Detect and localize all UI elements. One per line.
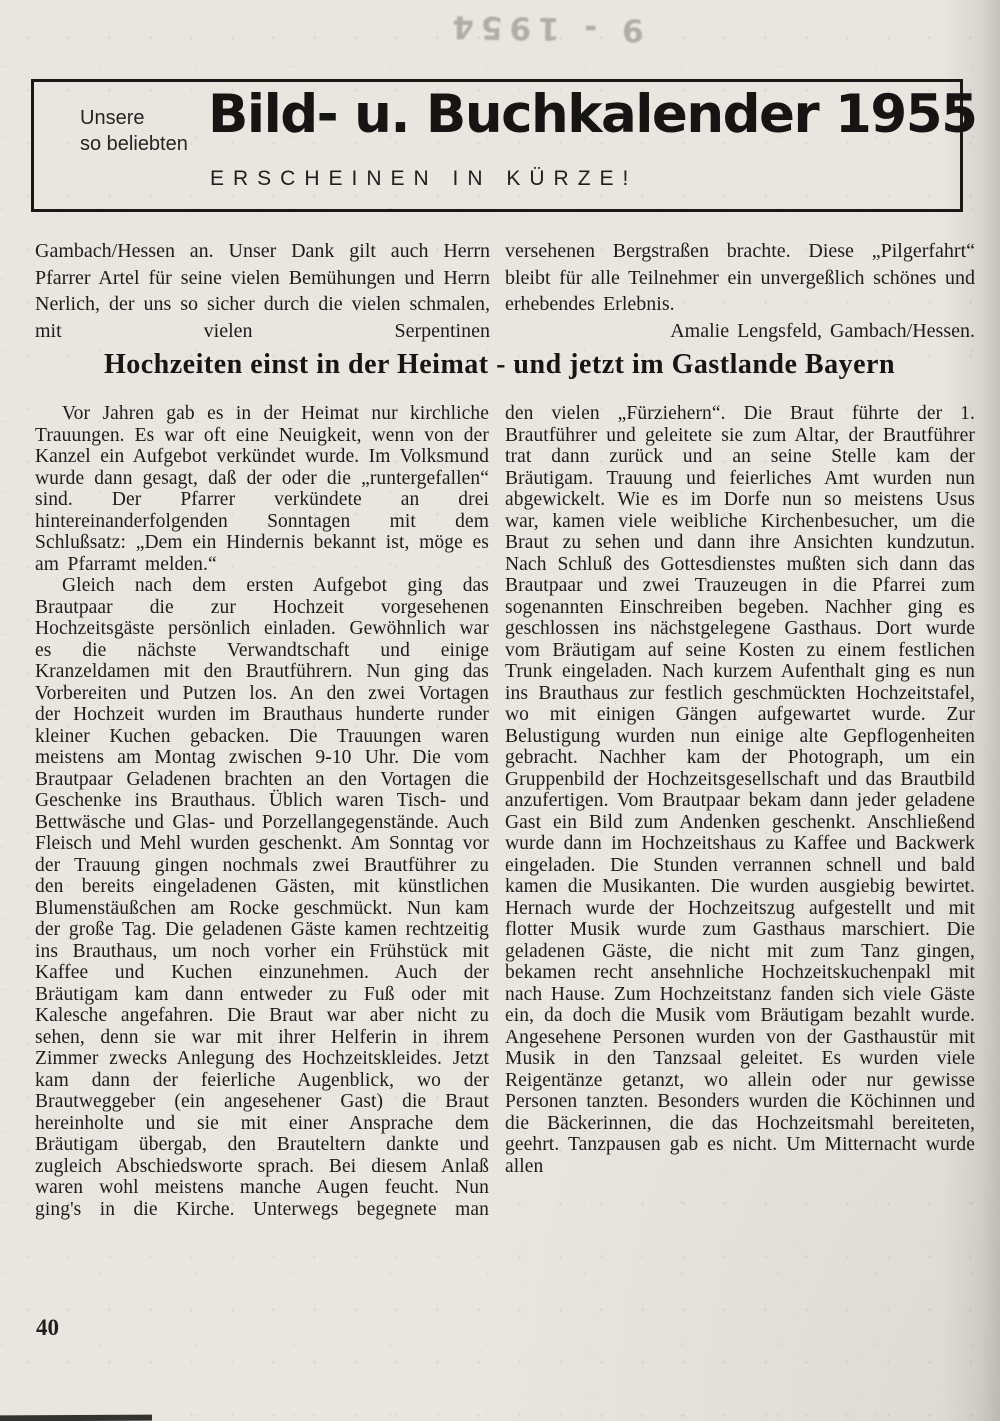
article-paragraph: Gleich nach dem ersten Aufgebot ging das Brautpaar die zur Hochzeit vorgesehenen Hochzeitsgäste persönlich einladen. Gewöhnlich war es die nächste Verwandtschaft und einige Kranzeldamen mit den Brautführern. Nun ging das Vorbereiten und Putzen los. An den zwei Vortagen der Hochzeit wurden im Brauthaus hunderte runder kleiner Kuchen gebacken. Die Trauungen waren meistens am Montag zwischen 9-10 Uhr. Die vom Brautpaar Geladenen brachten an den Vortagen die Geschenke ins Brauthaus. Üblich waren Tisch- und Bettwäsche und Glas- und Porzellangegenstände. Auch Fleisch und Mehl wurden geschenkt. Am Sonntag vor der Trauung gingen nochmals zwei Brautführer zu den bereits eingeladenen Gästen, mit künstlichen Blumenstäußchen am Rocke geschmückt. Nun kam der große Tag. Die geladenen Gäste kamen rechtzeitig ins Brauthaus, um noch vorher ein Frühstück mit Kaffee und Kuchen einzunehmen. Auch der Bräutigam kam dann entweder zu Fuß oder mit Kalesche angefahren. Die Braut war aber nicht zu sehen, denn sie war mit ihrer Helferin in ihrem Zimmer zwecks Anlegung des Hochzeitskleides. Jetzt kam dann der feierliche Augenblick, wo der Brautweggeber (ein angesehener Gast) die Braut hereinholte und sie mit einer Ansprache dem Bräutigam übergab, den Brauteltern dankte und zugleich Abschiedsworte sprach. Bei diesem Anlaß waren wohl meistens manche Augen feucht. Nun ging's in die Kirche. Unterwegs begegnete man bbox=[35, 575, 489, 1220]
banner-subtitle: ERSCHEINEN IN KÜRZE! bbox=[210, 167, 638, 190]
intro-left-paragraph: Gambach/Hessen an. Unser Dank gilt auch Herrn Pfarrer Artel für seine vielen Bemühungen und Herrn Nerlich, der uns so sicher durch die vielen schmalen, mit vielen Serpentinen bbox=[35, 240, 490, 342]
intro-left-column bbox=[35, 238, 490, 344]
signature: Amalie Lengsfeld, Gambach/Hessen. bbox=[670, 319, 975, 342]
article-body bbox=[35, 403, 975, 1220]
banner-lead-text bbox=[80, 105, 188, 157]
intro-right-column bbox=[505, 238, 975, 344]
article-right-column bbox=[505, 403, 975, 1220]
previous-article-continuation bbox=[35, 238, 975, 344]
banner-lead-line2: so beliebten bbox=[80, 133, 188, 155]
promo-banner bbox=[31, 79, 977, 212]
article-paragraph: den vielen „Fürziehern“. Die Braut führte der 1. Brautführer und geleitete sie zum Altar, der Brautführer trat dann zurück und an seine Stelle kam der Bräutigam. Trauung und feierliches Amt wurden nun abgewickelt. Wie es im Dorfe nun so meistens Usus war, kamen viele weibliche Kirchenbesucher, um die Braut zu sehen und dann ihre Ansichten kundzutun. Nach Schluß des Gottesdienstes mußten sich dann das Brautpaar und zwei Trauzeugen in die Pfarrei zum sogenannten Einschreiben begeben. Nachher ging es geschlossen ins nächstgelegene Gasthaus. Dort wurde vom Bräutigam auf seine Kosten zu einem festlichen Trunk eingeladen. Nach kurzem Aufenthalt ging es nun ins Brauthaus zur festlich geschmückten Hochzeitstafel, wo mit einigen Gängen aufgewartet wurde. Zur Belustigung wurden nun einige alte Gepflogenheiten gebracht. Nachher kam der Photograph, um ein Gruppenbild der Hochzeitsgesellschaft und das Brautbild anzufertigen. Vom Brautpaar bekam dann jeder geladene Gast ein Bild zum Andenken geschenkt. Anschließend wurde dann im Hochzeitshaus zu Kaffee und Backwerk eingeladen. Die Stunden verrannen schnell und bald kamen die Musikanten. Die wurden ausgiebig bewirtet. Hernach wurde der Hochzeitszug aufgestellt und mit flotter Musik wurde zum Gasthaus marschiert. Die geladenen Gäste, die nicht mit zum Tanz gingen, bekamen recht ansehnliche Hochzeitskuchenpakl mit nach Hause. Zum Hochzeitstanz fanden sich viele Gäste ein, da doch die Musik vom Bräutigam bezahlt wurde. Angesehene Personen wurden von der Gasthaustür mit Musik in den Tanzsaal geleitet. Es wurden viele Reigentänze getanzt, wo allein oder nur gewisse Personen tanzten. Besonders wurden die Köchinnen und die Bäckerinnen, die das Hochzeitsmahl bereiteten, geehrt. Tanzpausen gab es nicht. Um Mitternacht wurde allen bbox=[505, 403, 975, 1177]
scan-artifact-bottom-left bbox=[0, 1415, 152, 1421]
upside-down-stamp-mark: 9 - 1954 bbox=[445, 8, 644, 48]
intro-right-paragraph: versehenen Bergstraßen brachte. Diese „Pilgerfahrt“ bleibt für alle Teilnehmer ein unvergeßlich schönes und erhebendes Erlebnis. bbox=[505, 240, 975, 315]
article-paragraph: Vor Jahren gab es in der Heimat nur kirchliche Trauungen. Es war oft eine Neuigkeit, wenn von der Kanzel ein Aufgebot verkündet wurde. Im Volksmund wurde dann gesagt, daß der oder die „runtergefallen“ sind. Der Pfarrer verkündete an drei hintereinanderfolgenden Sonntagen mit dem Schlußsatz: „Dem ein Hindernis bekannt ist, möge es am Pfarramt melden.“ bbox=[35, 403, 489, 575]
page-number: 40 bbox=[36, 1315, 59, 1340]
article-left-column bbox=[35, 403, 489, 1220]
banner-title: Bild- u. Buchkalender 1955 bbox=[208, 84, 977, 145]
banner-lead-line1: Unsere bbox=[80, 107, 145, 129]
article-headline: Hochzeiten einst in der Heimat - und jetzt im Gastlande Bayern bbox=[103, 349, 896, 380]
